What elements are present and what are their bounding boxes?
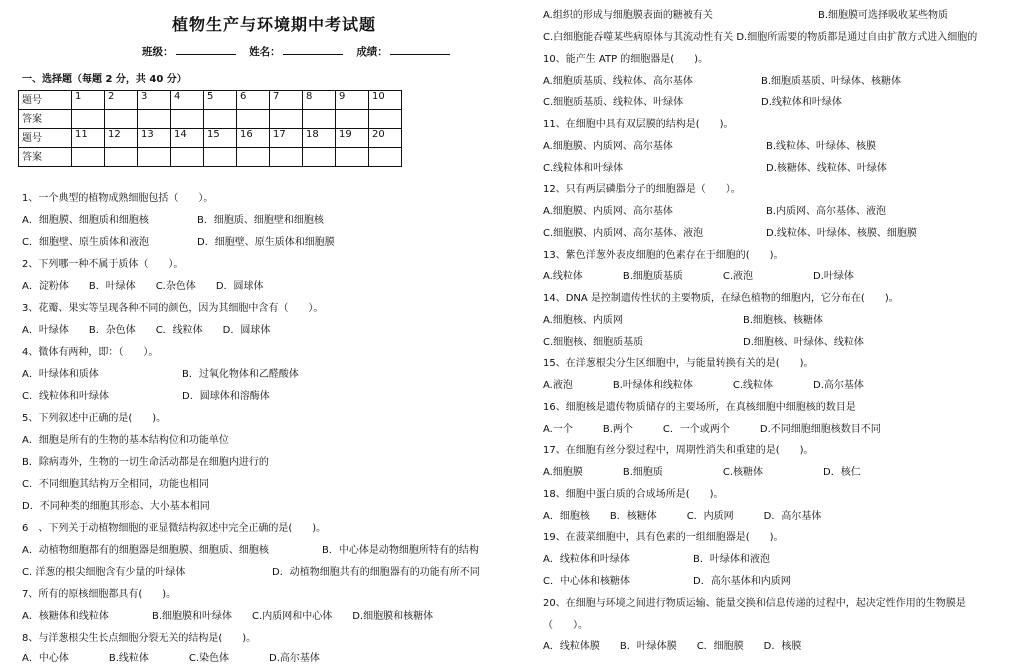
- question-line: [543, 640, 801, 653]
- line-option: B．细胞质、细胞壁和细胞核: [197, 215, 324, 226]
- question-line: [543, 249, 784, 262]
- line-text: A.细胞膜、内质网、高尔基体: [543, 206, 673, 217]
- question-line: [543, 292, 899, 305]
- answer-cell[interactable]: [72, 110, 105, 129]
- line-text: 5、下列叙述中正确的是( )。: [22, 413, 167, 424]
- question-line: [22, 258, 183, 271]
- line-text: C．线粒体和叶绿体: [22, 391, 109, 402]
- answer-cell[interactable]: [171, 148, 204, 167]
- line-text: 6 、下列关于动植物细胞的亚显微结构叙述中完全正确的是( )。: [22, 523, 327, 534]
- score-blank[interactable]: [390, 54, 450, 55]
- question-line: [22, 412, 166, 425]
- answer-cell[interactable]: [171, 110, 204, 129]
- line-text: C. 洋葱的根尖细胞含有少量的叶绿体: [22, 567, 186, 578]
- line-text: A．中心体 B.线粒体 C.染色体 D.高尔基体: [22, 653, 320, 664]
- line-text: A.一个 B.两个 C．一个或两个 D.不同细胞细胞核数目不同: [543, 424, 881, 435]
- question-line: [22, 434, 229, 447]
- line-text: A．线粒体和叶绿体: [543, 554, 630, 565]
- name-label: 姓名：: [249, 46, 281, 58]
- question-line: [543, 75, 902, 88]
- class-blank[interactable]: [176, 54, 236, 55]
- line-text: C.线粒体和叶绿体: [543, 163, 624, 174]
- line-option: D．高尔基体和内质网: [693, 576, 791, 587]
- line-option: B.内质网、高尔基体、液泡: [766, 206, 887, 217]
- question-line: [22, 236, 335, 249]
- line-text: C.细胞质基质、线粒体、叶绿体: [543, 97, 684, 108]
- line-text: 4、微体有两种，即：（ ）。: [22, 347, 159, 358]
- answer-row-numbers-1: [19, 91, 402, 110]
- student-info: [142, 44, 460, 59]
- answer-cell[interactable]: [204, 110, 237, 129]
- question-line: [22, 652, 320, 665]
- line-option: B.细胞质基质、叶绿体、核糖体: [761, 76, 902, 87]
- answer-cell[interactable]: [336, 110, 369, 129]
- line-text: 11、在细胞中具有双层膜的结构是( )。: [543, 119, 734, 130]
- line-text: A.线粒体 B.细胞质基质 C.液泡 D.叶绿体: [543, 271, 854, 282]
- line-text: 7、所有的原核细胞都具有( )。: [22, 589, 177, 600]
- answer-table: [18, 90, 402, 167]
- line-text: A．动植物细胞都有的细胞器是细胞膜、细胞质、细胞核: [22, 545, 269, 556]
- question-number-cell: 15: [204, 129, 237, 148]
- line-text: A.液泡 B.叶绿体和线粒体 C.线粒体 D.高尔基体: [543, 380, 864, 391]
- line-text: A.细胞核、内质网: [543, 315, 623, 326]
- line-text: 2、下列哪一种不属于质体（ ）。: [22, 259, 184, 270]
- question-line: [22, 280, 264, 293]
- line-text: C.细胞膜、内质网、高尔基体、液泡: [543, 228, 704, 239]
- row-label: 答案: [19, 148, 72, 167]
- line-text: B．除病毒外，生物的一切生命活动都是在细胞内进行的: [22, 457, 269, 468]
- line-text: A．淀粉体 B．叶绿体 C.杂色体 D．圆球体: [22, 281, 264, 292]
- answer-cell[interactable]: [303, 110, 336, 129]
- question-line: [543, 314, 824, 327]
- line-text: A.组织的形成与细胞膜表面的糖被有关: [543, 10, 713, 21]
- line-text: A.细胞膜、内质网、高尔基体: [543, 141, 673, 152]
- row-label: 答案: [19, 110, 72, 129]
- question-number-cell: 13: [138, 129, 171, 148]
- line-text: A.细胞膜 B.细胞质 C.核糖体 D．核仁: [543, 467, 861, 478]
- line-text: 20、在细胞与环境之间进行物质运输、能量交换和信息传递的过程中，起决定性作用的生物膜是: [543, 598, 966, 609]
- line-option: D.核糖体、线粒体、叶绿体: [766, 163, 887, 174]
- question-line: [22, 632, 256, 645]
- line-option: D.线粒体和叶绿体: [761, 97, 842, 108]
- question-number-cell: 8: [303, 91, 336, 110]
- line-text: A．线粒体膜 B．叶绿体膜 C．细胞膜 D．核膜: [543, 641, 802, 652]
- line-text: C．细胞壁、原生质体和液泡: [22, 237, 149, 248]
- question-line: [22, 302, 323, 315]
- question-number-cell: 4: [171, 91, 204, 110]
- section-heading: 一、选择题（每题 2 分，共 40 分）: [22, 74, 187, 85]
- line-text: 12、只有两层磷脂分子的细胞器是（ ）。: [543, 184, 741, 195]
- line-option: D.线粒体、叶绿体、核膜、细胞膜: [766, 228, 917, 239]
- question-line: [543, 53, 708, 66]
- line-option: D.细胞核、叶绿体、线粒体: [743, 337, 864, 348]
- question-line: [543, 379, 864, 392]
- line-option: B．叶绿体和液泡: [693, 554, 770, 565]
- line-text: 8、与洋葱根尖生长点细胞分裂无关的结构是( )。: [22, 633, 257, 644]
- line-text: A．叶绿体和质体: [22, 369, 99, 380]
- answer-cell[interactable]: [369, 110, 402, 129]
- line-text: C.白细胞能吞噬某些病原体与其流动性有关 D.细胞所需要的物质都是通过自由扩散方式进入细胞的: [543, 32, 978, 43]
- line-text: 14、DNA 是控制遗传性状的主要物质，在绿色植物的细胞内，它分布在( )。: [543, 293, 899, 304]
- question-line: [543, 510, 821, 523]
- question-number-cell: 12: [105, 129, 138, 148]
- line-text: 15、在洋葱根尖分生区细胞中，与能量转换有关的是( )。: [543, 358, 814, 369]
- answer-cell[interactable]: [138, 110, 171, 129]
- question-line: [22, 456, 269, 469]
- question-line: [22, 346, 158, 359]
- answer-row-numbers-2: [19, 129, 402, 148]
- question-number-cell: 17: [270, 129, 303, 148]
- question-line: [22, 610, 434, 623]
- line-option: B．中心体是动物细胞所特有的结构: [322, 545, 479, 556]
- answer-cell[interactable]: [369, 148, 402, 167]
- question-line: [22, 500, 210, 513]
- question-line: [22, 544, 479, 557]
- question-line: [543, 619, 588, 632]
- score-label: 成绩：: [356, 46, 388, 58]
- line-text: C．中心体和核糖体: [543, 576, 630, 587]
- line-text: A．核糖体和线粒体: [22, 611, 109, 622]
- question-number-cell: 16: [237, 129, 270, 148]
- question-number-cell: 20: [369, 129, 402, 148]
- line-text: （ ）。: [543, 620, 588, 631]
- question-line: [22, 192, 213, 205]
- question-line: [543, 553, 770, 566]
- question-line: [543, 531, 784, 544]
- line-text: A．细胞膜、细胞质和细胞核: [22, 215, 149, 226]
- answer-cell[interactable]: [336, 148, 369, 167]
- question-line: [22, 214, 324, 227]
- question-line: [543, 336, 864, 349]
- question-number-cell: 1: [72, 91, 105, 110]
- question-line: [543, 423, 881, 436]
- question-line: [543, 575, 791, 588]
- question-line: [543, 183, 741, 196]
- question-line: [543, 466, 861, 479]
- answer-cell[interactable]: [105, 148, 138, 167]
- question-line: [22, 588, 176, 601]
- question-number-cell: 10: [369, 91, 402, 110]
- line-text: 3、花瓣、果实等呈现各种不同的颜色，因为其细胞中含有（ ）。: [22, 303, 324, 314]
- question-number-cell: 2: [105, 91, 138, 110]
- question-line: [543, 401, 856, 414]
- question-line: [22, 368, 299, 381]
- question-line: [543, 31, 977, 44]
- line-option: B.细胞核、核糖体: [743, 315, 824, 326]
- answer-cell[interactable]: [270, 148, 303, 167]
- line-option: B.细胞膜可选择吸收某些物质: [818, 10, 949, 21]
- question-line: [543, 205, 887, 218]
- question-line: [543, 488, 724, 501]
- line-text: 16、细胞核是遗传物质储存的主要场所，在真核细胞中细胞核的数目是: [543, 402, 856, 413]
- question-number-cell: 18: [303, 129, 336, 148]
- question-line: [543, 96, 842, 109]
- page-title: 植物生产与环境期中考试题: [172, 15, 377, 34]
- line-option: D．细胞壁、原生质体和细胞膜: [197, 237, 335, 248]
- row-label: 题号: [19, 129, 72, 148]
- line-option: B.线粒体、叶绿体、核膜: [766, 141, 877, 152]
- line-text: 17、在细胞有丝分裂过程中，周期性消失和重建的是( )。: [543, 445, 814, 456]
- question-number-cell: 11: [72, 129, 105, 148]
- line-text: D．不同种类的细胞其形态、大小基本相同: [22, 501, 210, 512]
- question-line: [543, 118, 734, 131]
- line-text: C．不同细胞其结构万全相同，功能也相同: [22, 479, 209, 490]
- question-number-cell: 7: [270, 91, 303, 110]
- row-label: 题号: [19, 91, 72, 110]
- answer-cell[interactable]: [204, 148, 237, 167]
- question-line: [543, 357, 814, 370]
- answer-cell[interactable]: [138, 148, 171, 167]
- class-label: 班级：: [142, 46, 174, 58]
- answer-cell[interactable]: [237, 148, 270, 167]
- question-line: [543, 162, 887, 175]
- line-text: C.细胞核、细胞质基质: [543, 337, 644, 348]
- question-line: [22, 390, 270, 403]
- question-number-cell: 19: [336, 129, 369, 148]
- line-text: A.细胞质基质、线粒体、高尔基体: [543, 76, 693, 87]
- line-option: B.细胞膜和叶绿体 C.内质网和中心体 D.细胞膜和核糖体: [152, 611, 434, 622]
- answer-cell[interactable]: [72, 148, 105, 167]
- question-line: [543, 9, 949, 22]
- name-blank[interactable]: [283, 54, 343, 55]
- question-line: [543, 227, 917, 240]
- question-line: [22, 566, 480, 579]
- question-number-cell: 6: [237, 91, 270, 110]
- line-text: A．细胞核 B．核糖体 C．内质网 D．高尔基体: [543, 511, 822, 522]
- line-text: 19、在菠菜细胞中，具有色素的一组细胞器是( )。: [543, 532, 784, 543]
- question-number-cell: 3: [138, 91, 171, 110]
- answer-cell[interactable]: [237, 110, 270, 129]
- question-line: [22, 324, 270, 337]
- question-line: [22, 478, 209, 491]
- line-text: 13、紫色洋葱外表皮细胞的色素存在于细胞的( )。: [543, 250, 784, 261]
- question-line: [543, 270, 854, 283]
- line-text: 10、能产生 ATP 的细胞器是( )。: [543, 54, 709, 65]
- line-option: B．过氧化物体和乙醛酸体: [182, 369, 299, 380]
- question-line: [543, 140, 877, 153]
- question-number-cell: 9: [336, 91, 369, 110]
- question-number-cell: 14: [171, 129, 204, 148]
- line-text: A．叶绿体 B．杂色体 C．线粒体 D．圆球体: [22, 325, 271, 336]
- line-option: D．动植物细胞共有的细胞器有的功能有所不同: [272, 567, 480, 578]
- question-line: [543, 444, 814, 457]
- question-line: [22, 522, 326, 535]
- answer-cell[interactable]: [105, 110, 138, 129]
- question-number-cell: 5: [204, 91, 237, 110]
- line-text: 1、一个典型的植物成熟细胞包括（ ）。: [22, 193, 214, 204]
- line-text: A．细胞是所有的生物的基本结构位和功能单位: [22, 435, 229, 446]
- answer-cell[interactable]: [303, 148, 336, 167]
- question-line: [543, 597, 966, 610]
- answer-row-answers-2: [19, 148, 402, 167]
- line-option: D．圆球体和溶酶体: [182, 391, 270, 402]
- line-text: 18、细胞中蛋白质的合成场所是( )。: [543, 489, 724, 500]
- answer-row-answers-1: [19, 110, 402, 129]
- answer-cell[interactable]: [270, 110, 303, 129]
